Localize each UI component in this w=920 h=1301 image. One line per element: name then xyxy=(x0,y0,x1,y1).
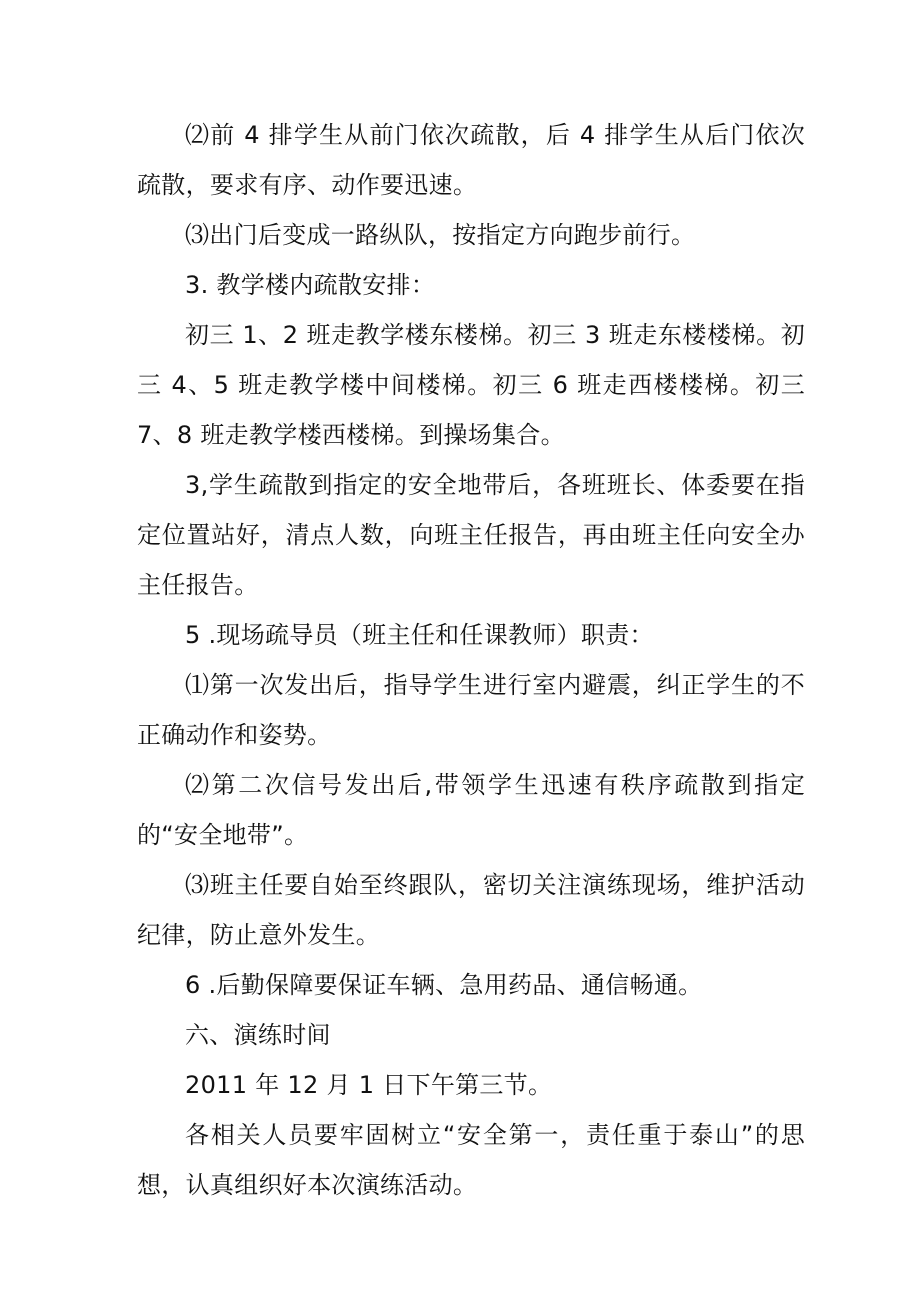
paragraph-guide-duties-heading: 5 .现场疏导员（班主任和任课教师）职责： xyxy=(185,621,654,649)
paragraph-rows-evacuation: ⑵前 4 排学生从前门依次疏散，后 4 排学生从后门依次疏散，要求有序、动作要迅速。 xyxy=(137,121,805,199)
paragraph-drill-date: 2011 年 12 月 1 日下午第三节。 xyxy=(185,1071,553,1099)
paragraph-logistics: 6 .后勤保障要保证车辆、急用药品、通信畅通。 xyxy=(185,971,703,999)
paragraph-single-file: ⑶出门后变成一路纵队，按指定方向跑步前行。 xyxy=(185,221,696,249)
section-heading-drill-time: 六、演练时间 xyxy=(185,1021,331,1049)
paragraph-assembly-report: 3,学生疏散到指定的安全地带后，各班班长、体委要在指定位置站好，清点人数，向班主任报告，再由班主任向安全办主任报告。 xyxy=(137,471,805,599)
paragraph-stair-assignment: 初三 1、2 班走教学楼东楼梯。初三 3 班走东楼楼梯。初三 4、5 班走教学楼中间楼梯。初三 6 班走西楼楼梯。初三 7、8 班走教学楼西楼梯。到操场集合。 xyxy=(137,321,805,449)
paragraph-second-signal: ⑵第二次信号发出后,带领学生迅速有秩序疏散到指定的“安全地带”。 xyxy=(137,771,805,849)
paragraph-closing-note: 各相关人员要牢固树立“安全第一，责任重于泰山”的思想，认真组织好本次演练活动。 xyxy=(137,1121,805,1199)
paragraph-class-teacher-duty: ⑶班主任要自始至终跟队，密切关注演练现场，维护活动纪律，防止意外发生。 xyxy=(137,871,805,949)
paragraph-building-evacuation-heading: 3. 教学楼内疏散安排： xyxy=(185,271,436,299)
paragraph-first-signal: ⑴第一次发出后，指导学生进行室内避震，纠正学生的不正确动作和姿势。 xyxy=(137,671,805,749)
document-body xyxy=(137,110,805,1210)
